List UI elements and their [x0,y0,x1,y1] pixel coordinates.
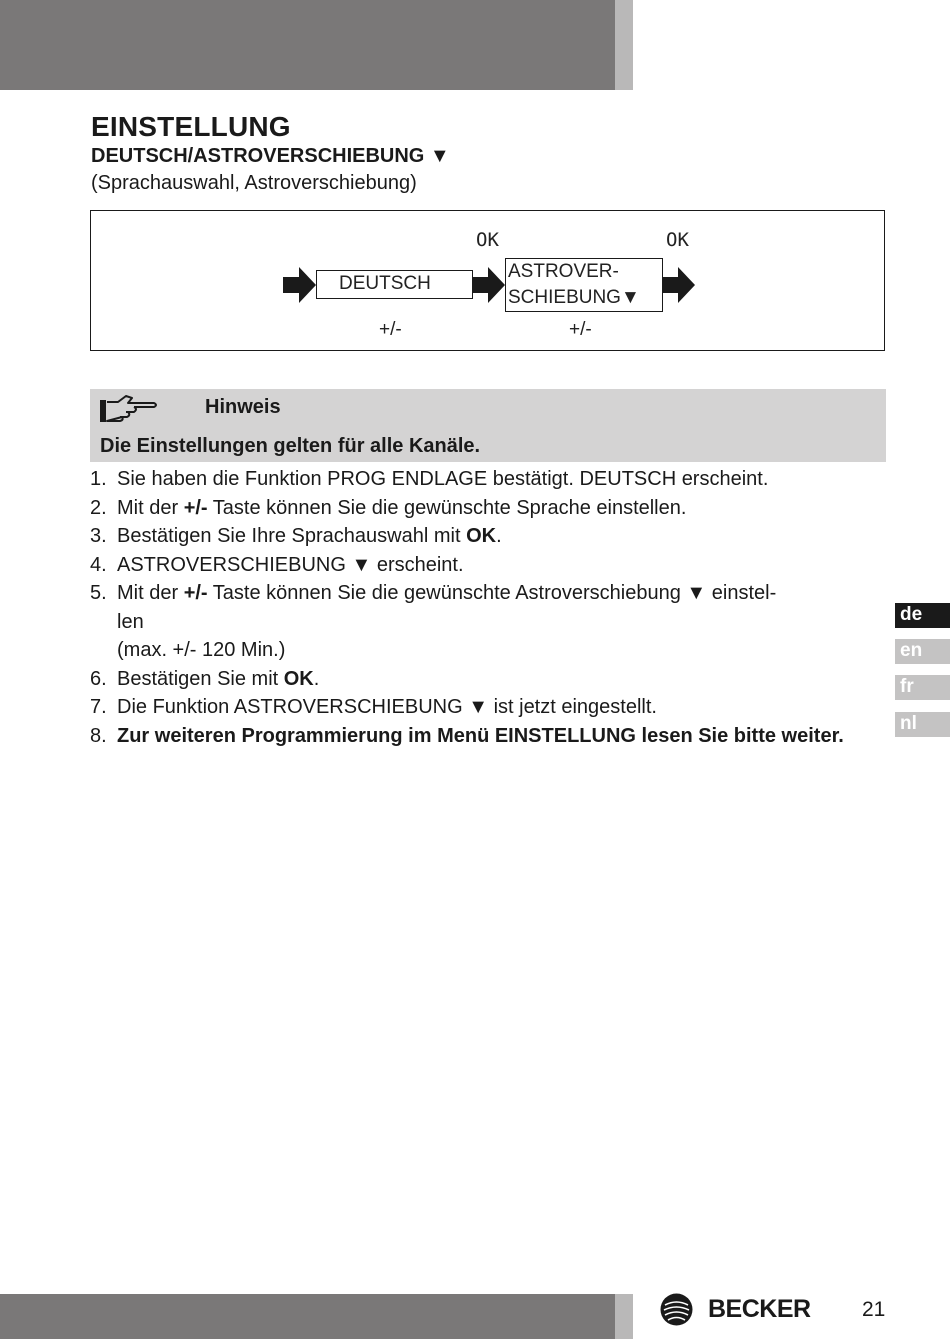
footer-bar-accent [615,1294,633,1339]
note-text: Die Einstellungen gelten für alle Kanäle. [100,435,481,457]
astro-box-line2: SCHIEBUNG▼ [508,287,640,308]
plus-minus-label-2: +/- [569,319,592,340]
astroverschiebung-box [505,258,663,312]
list-item: 7. Die Funktion ASTROVERSCHIEBUNG ▼ ist jetzt eingestellt. [90,696,657,718]
list-item: 4. ASTROVERSCHIEBUNG ▼ erscheint. [90,553,464,576]
ok-label-2: OK [666,229,689,251]
header-bar-accent [615,0,633,90]
ok-label-1: OK [476,229,499,251]
list-item: 2. Mit der +/- Taste können Sie die gewünschte Sprache einstellen. [90,496,687,519]
section-subtitle: DEUTSCH/ASTROVERSCHIEBUNG ▼ [91,145,450,167]
deutsch-box-label: DEUTSCH [339,273,431,294]
list-item: 6. Bestätigen Sie mit OK. [90,667,320,690]
section-note: (Sprachauswahl, Astroverschiebung) [91,172,417,194]
arrow-out-icon [662,267,695,303]
header-bar [0,0,615,90]
footer-bar [0,1294,615,1339]
lang-tab-de[interactable]: de [895,603,950,628]
deutsch-box [316,270,473,299]
brand-name: BECKER [708,1295,811,1323]
menu-flow-diagram [90,210,885,351]
arrow-in-icon [283,267,316,303]
lang-tab-fr[interactable]: fr [895,675,950,700]
astro-box-line1: ASTROVER- [508,261,619,282]
list-item: 3. Bestätigen Sie Ihre Sprachauswahl mit OK. [90,525,502,547]
page-title: EINSTELLUNG [91,111,291,142]
plus-minus-label-1: +/- [379,319,402,340]
arrow-mid-icon [472,267,505,303]
note-title: Hinweis [205,396,281,418]
list-item: 1. Sie haben die Funktion PROG ENDLAGE bestätigt. DEUTSCH erscheint. [90,468,769,490]
list-item: 5. Mit der +/- Taste können Sie die gewünschte Astroverschiebung ▼ einstel- len (max. +/- 120 Min.) [90,582,777,661]
note-box [90,389,886,462]
pointing-hand-icon [98,392,160,428]
list-item: 8. Zur weiteren Programmierung im Menü EINSTELLUNG lesen Sie bitte weiter. [90,724,844,747]
becker-logo-icon [660,1293,693,1326]
instruction-list [90,465,885,750]
lang-tab-nl[interactable]: nl [895,712,950,737]
lang-tab-en[interactable]: en [895,639,950,664]
page-number: 21 [862,1298,886,1321]
